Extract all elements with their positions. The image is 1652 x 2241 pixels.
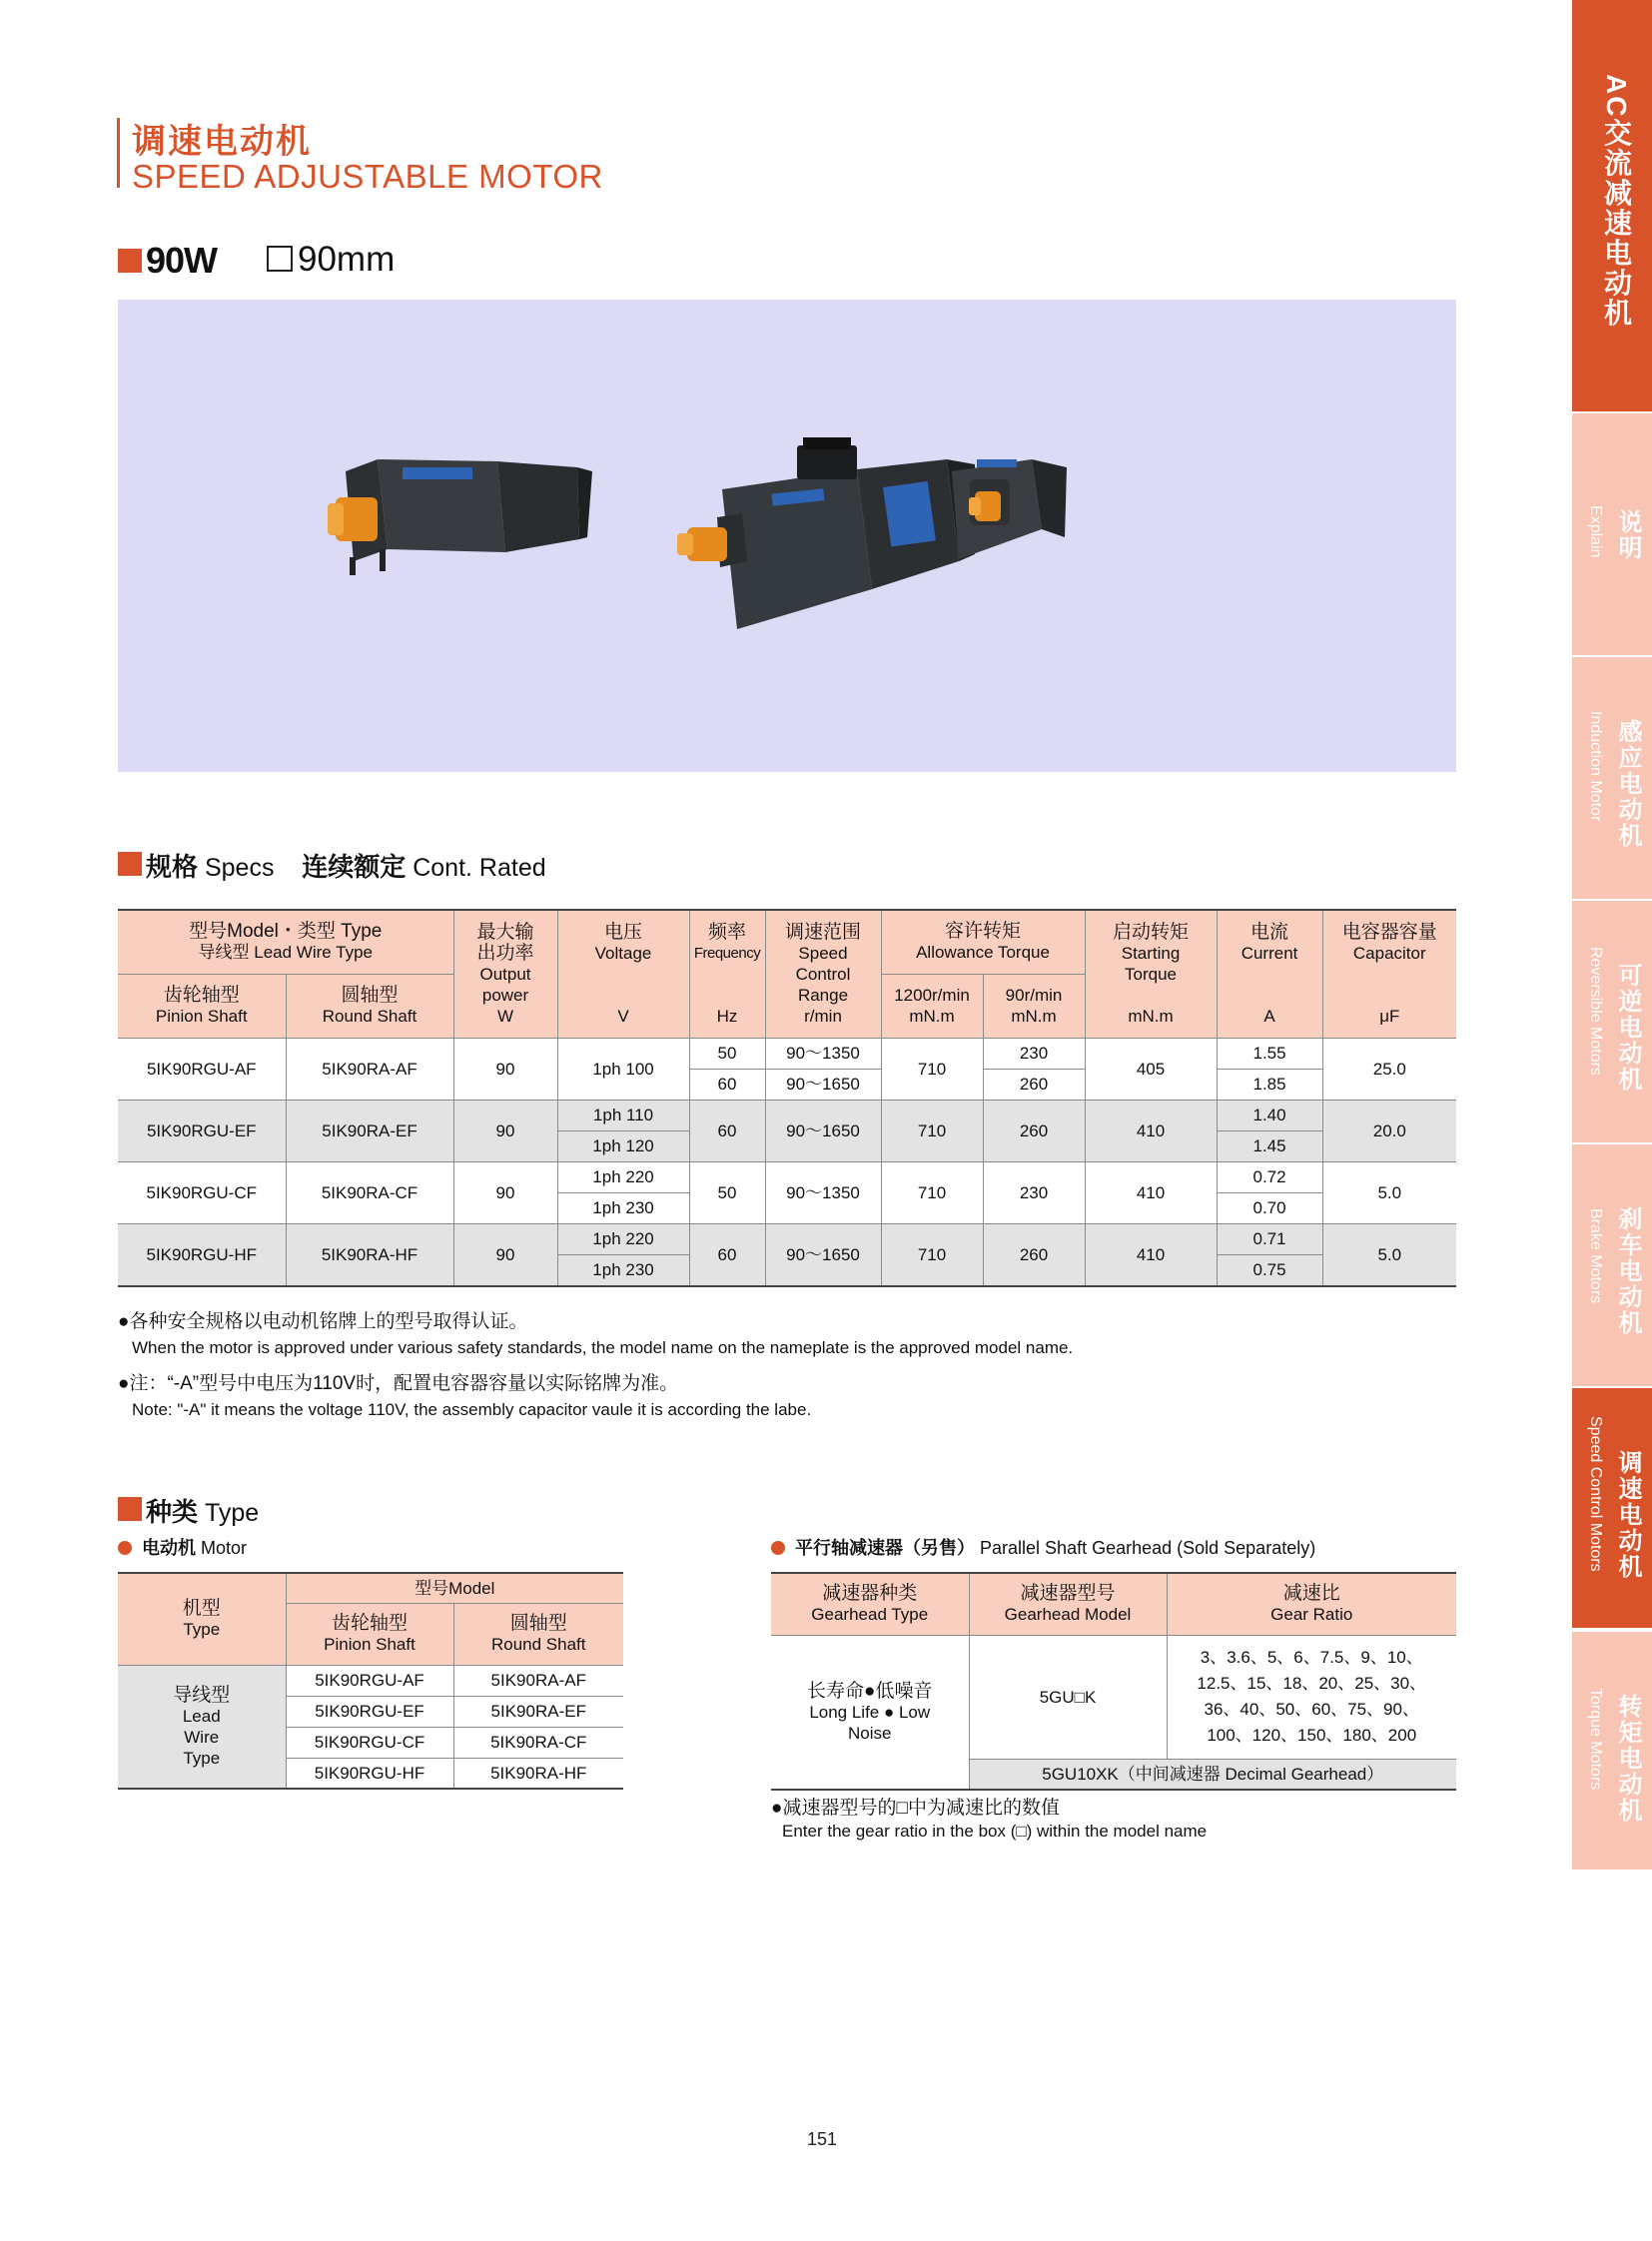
power-header: 最大输出功率 Output power W (453, 910, 557, 1038)
type-heading (146, 1492, 259, 1529)
sidebar-tab-torque[interactable]: 转矩电动机 Torque Motors (1572, 1632, 1652, 1869)
table-row: 5IK90RGU-EF 5IK90RA-EF 90 1ph 110 60 90～1650 710 260 410 1.40 20.0 (118, 1100, 1456, 1130)
size-box-icon (267, 246, 293, 272)
motor-illustrations (118, 300, 1456, 772)
gear-ratio-cell: 3、3.6、5、6、7.5、9、10、 12.5、15、18、20、25、30、 36、40、50、60、75、90、 100、120、150、180、200 (1167, 1635, 1456, 1759)
sidebar-main-tab[interactable]: AC交流减速电动机 (1572, 0, 1652, 411)
rated-heading-en: Cont. Rated (413, 854, 546, 882)
rated-heading-cn: 连续额定 (302, 852, 407, 882)
model-type-header: 型号Model・类型 Type 导线型 Lead Wire Type (118, 910, 453, 974)
torque-90-header: 90r/min mN.m (983, 974, 1085, 1038)
round-shaft-header: 圆轴型 Round Shaft (286, 974, 453, 1038)
gearhead-subheading: 平行轴减速器（另售） Parallel Shaft Gearhead (Sold Separately) (771, 1534, 1315, 1560)
sidebar-tab-induction[interactable]: 感应电动机 Induction Motor (1572, 657, 1652, 899)
voltage-header: 电压 Voltage V (557, 910, 689, 1038)
gearhead-table (771, 1572, 1456, 1791)
pinion-shaft-header: 齿轮轴型 Pinion Shaft (118, 974, 286, 1038)
speed-range-header: 调速范围 Speed Control Range r/min (765, 910, 881, 1038)
power-square-icon (118, 249, 142, 273)
type-heading-en: Type (204, 1499, 260, 1527)
sidebar-tab-speed-control[interactable]: 调速电动机 Speed Control Motors (1572, 1388, 1652, 1628)
specs-heading-cn: 规格 (146, 852, 199, 882)
product-photo (118, 300, 1456, 772)
long-life-cell: 长寿命●低噪音 Long Life ● Low Noise (771, 1635, 969, 1790)
bullet-dot-icon (118, 1541, 132, 1555)
page-title-cn: 调速电动机 (132, 123, 312, 161)
table-row: 1ph 120 1.45 (118, 1130, 1456, 1161)
power-label: 90W (146, 240, 218, 281)
table-row: 5IK90RGU-HF 5IK90RA-HF (118, 1758, 623, 1789)
page-number: 151 (807, 2129, 838, 2149)
note-voltage-en: Note: "-A" it means the voltage 110V, the assembly capacitor vaule it is according the labe. (132, 1400, 812, 1419)
motor-image-2 (677, 437, 975, 629)
sidebar-tab-explain[interactable]: 说明 Explain (1572, 413, 1652, 655)
note-voltage-cn: ●注：“-A”型号中电压为110V时，配置电容器容量以实际铭牌为准。 (118, 1373, 679, 1394)
starting-torque-header: 启动转矩 Starting Torque mN.m (1085, 910, 1217, 1038)
motor-image-3 (952, 459, 1067, 559)
type-square-icon (118, 1497, 142, 1521)
current-header: 电流 Current A (1217, 910, 1322, 1038)
gear-note-cn: ●减速器型号的□中为减速比的数值 (771, 1798, 1060, 1819)
model-col-header: 型号Model (286, 1573, 623, 1603)
note-safety-en: When the motor is approved under various safety standards, the model name on the nameplate is the approved model name. (132, 1338, 1074, 1357)
table-row: 5IK90RGU-AF 5IK90RA-AF 90 1ph 100 50 90～1350 710 230 405 1.55 25.0 (118, 1038, 1456, 1069)
title-accent-bar (117, 118, 120, 188)
table-row (771, 1635, 1456, 1759)
table-row: 5IK90RGU-EF 5IK90RA-EF (118, 1696, 623, 1727)
gear-ratio-header: 减速比 Gear Ratio (1167, 1573, 1456, 1635)
table-row: 1ph 230 0.75 (118, 1254, 1456, 1286)
type-col-header: 机型 Type (118, 1573, 286, 1665)
frequency-header: 频率 Frequency Hz (689, 910, 765, 1038)
gearhead-model-header: 减速器型号 Gearhead Model (969, 1573, 1167, 1635)
gearhead-type-header: 减速器种类 Gearhead Type (771, 1573, 969, 1635)
sidebar-tab-brake[interactable]: 刹车电动机 Brake Motors (1572, 1144, 1652, 1386)
motor-subheading: 电动机 Motor (118, 1534, 247, 1560)
table-row: 导线型 Lead Wire Type 5IK90RGU-AF 5IK90RA-AF (118, 1665, 623, 1696)
motor-image-1 (328, 459, 592, 575)
capacitor-header: 电容器容量 Capacitor μF (1322, 910, 1456, 1038)
specs-table (118, 909, 1456, 1287)
table-row: 5IK90RGU-CF 5IK90RA-CF (118, 1727, 623, 1758)
note-safety-cn: ●各种安全规格以电动机铭牌上的型号取得认证。 (118, 1311, 528, 1332)
table-row: 1ph 230 0.70 (118, 1192, 1456, 1223)
table-row: 60 90～1650 260 1.85 (118, 1069, 1456, 1100)
table-row: 5IK90RGU-HF 5IK90RA-HF 90 1ph 220 60 90～1650 710 260 410 0.71 5.0 (118, 1223, 1456, 1254)
torque-1200-header: 1200r/min mN.m (881, 974, 983, 1038)
allowance-torque-header: 容许转矩 Allowance Torque (881, 910, 1085, 974)
specs-heading-en: Specs (204, 854, 275, 882)
pinion-col-header: 齿轮轴型 Pinion Shaft (286, 1603, 453, 1665)
type-heading-cn: 种类 (146, 1497, 199, 1527)
sidebar-tab-reversible[interactable]: 可逆电动机 Reversible Motors (1572, 901, 1652, 1142)
lead-wire-type-cell: 导线型 Lead Wire Type (118, 1665, 286, 1789)
decimal-gearhead-cell: 5GU10XK（中间减速器 Decimal Gearhead） (969, 1759, 1456, 1790)
gear-note-en: Enter the gear ratio in the box (□) within the model name (782, 1822, 1208, 1841)
size-label: 90mm (298, 240, 396, 279)
page-title-en: SPEED ADJUSTABLE MOTOR (132, 158, 603, 195)
specs-heading (146, 847, 546, 884)
round-col-header: 圆轴型 Round Shaft (453, 1603, 623, 1665)
table-row: 5IK90RGU-CF 5IK90RA-CF 90 1ph 220 50 90～1350 710 230 410 0.72 5.0 (118, 1161, 1456, 1192)
motor-type-table (118, 1572, 623, 1790)
bullet-dot-icon (771, 1541, 785, 1555)
specs-square-icon (118, 852, 142, 876)
gearhead-model-cell: 5GU□K (969, 1635, 1167, 1759)
